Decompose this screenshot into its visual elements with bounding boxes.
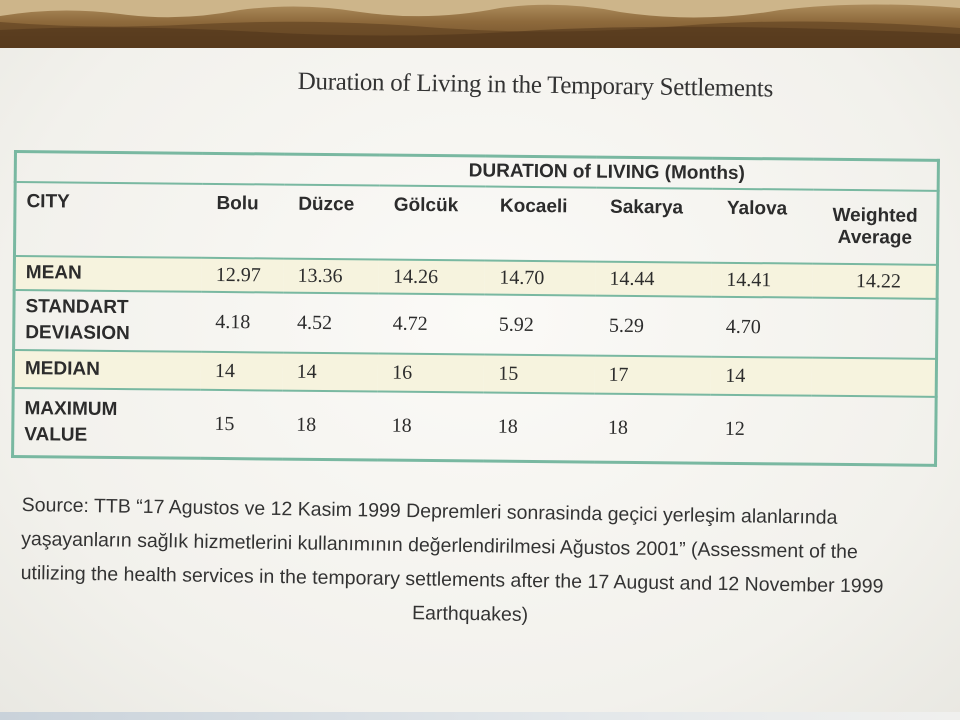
table-cell: 4.70 xyxy=(712,297,813,358)
row-label-line-2: DEVIASION xyxy=(25,322,130,345)
column-header: Bolu xyxy=(202,184,284,259)
row-label: MEAN xyxy=(14,256,202,292)
table-row xyxy=(13,388,937,465)
row-label-line-2: VALUE xyxy=(24,424,88,446)
weighted-average-cell xyxy=(812,298,937,359)
table-cell: 14.26 xyxy=(379,260,485,295)
table-cell: 14 xyxy=(201,352,283,391)
source-line: utilizing the health services in the temporary settlements after the 17 August and 12 November 1999 xyxy=(20,561,884,598)
row-label-line-1: MAXIMUM xyxy=(24,398,118,421)
table-cell: 14.44 xyxy=(595,262,712,297)
weighted-label-line-1: Weighted xyxy=(832,205,918,227)
row-label: MEDIAN xyxy=(13,350,201,390)
table-cell: 14.70 xyxy=(485,261,595,296)
weighted-average-header xyxy=(813,190,938,265)
table-cell: 13.36 xyxy=(283,259,379,294)
column-header: Yalova xyxy=(712,189,814,264)
table-cell: 12 xyxy=(710,395,812,464)
table-cell: 4.18 xyxy=(201,292,283,353)
table-cell: 15 xyxy=(484,355,595,394)
table-cell: 14.41 xyxy=(712,263,813,298)
weighted-average-cell: 14.22 xyxy=(813,264,937,299)
table-cell: 4.72 xyxy=(378,294,485,355)
source-line: Source: TTB “17 Agustos ve 12 Kasim 1999 Depremleri sonrasinda geçici yerleşim alanlarında xyxy=(21,493,838,529)
duration-table xyxy=(11,150,940,467)
table-cell: 12.97 xyxy=(202,258,284,293)
table-cell: 5.29 xyxy=(595,296,712,357)
weighted-average-cell xyxy=(812,358,936,397)
city-header: CITY xyxy=(14,182,202,258)
column-header: Sakarya xyxy=(596,188,714,263)
table-corner-cell xyxy=(15,152,203,184)
table-cell: 17 xyxy=(594,356,711,395)
table-header-row xyxy=(14,182,938,265)
column-header: Kocaeli xyxy=(485,187,596,262)
source-citation xyxy=(20,488,922,638)
table-cell: 16 xyxy=(378,354,485,393)
table-cell: 18 xyxy=(377,392,484,462)
weighted-label-line-2: Average xyxy=(837,226,913,249)
table-row xyxy=(14,290,938,359)
table-cell: 15 xyxy=(200,390,282,459)
table-cell: 5.92 xyxy=(485,295,596,356)
table-cell: 18 xyxy=(594,394,711,464)
row-label-line-1: STANDART xyxy=(25,296,129,319)
column-header: Gölcük xyxy=(379,186,486,261)
decorative-banner xyxy=(0,0,960,48)
duration-table-container xyxy=(11,150,942,465)
source-line: Earthquakes) xyxy=(411,602,529,626)
row-label xyxy=(14,290,202,352)
mountain-banner-image xyxy=(0,0,960,48)
table-cell: 18 xyxy=(282,391,378,460)
table-super-header: DURATION of LIVING (Months) xyxy=(203,153,939,191)
table-cell: 14 xyxy=(711,357,812,396)
bottom-edge-strip xyxy=(0,712,960,720)
table-cell: 14 xyxy=(282,353,378,392)
table-cell: 18 xyxy=(483,393,594,463)
page-title: Duration of Living in the Temporary Settlements xyxy=(297,68,774,103)
column-header: Düzce xyxy=(284,185,380,260)
source-line: yaşayanların sağlık hizmetlerini kullanımının değerlendirilmesi Ağustos 2001” (Assessment of the xyxy=(21,527,859,564)
table-cell: 4.52 xyxy=(283,293,379,354)
weighted-average-cell xyxy=(811,396,936,466)
row-label xyxy=(13,388,201,458)
